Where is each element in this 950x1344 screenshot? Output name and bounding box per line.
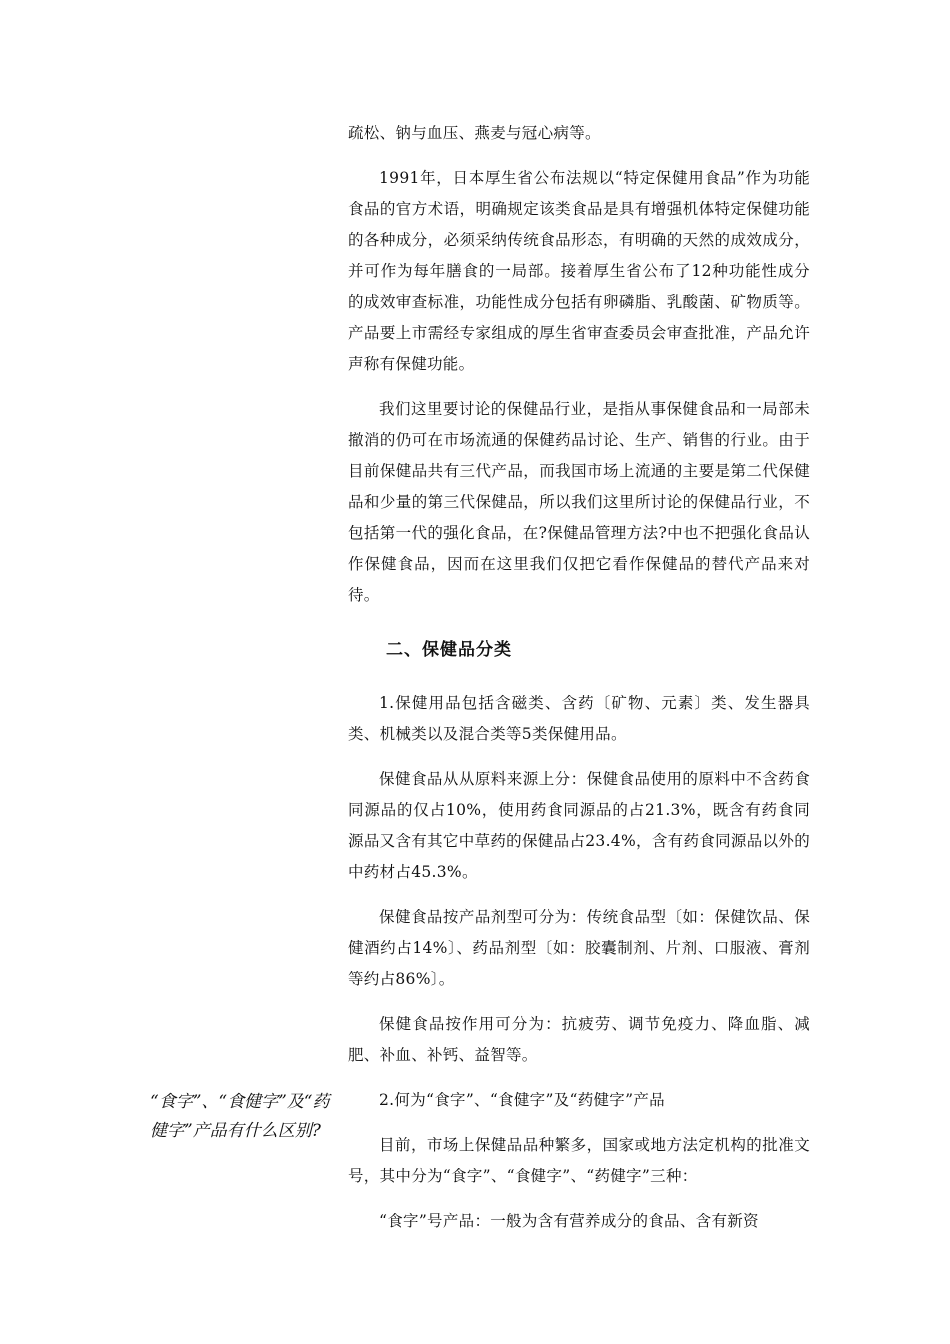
paragraph-approval-numbers: 目前，市场上保健品品种繁多，国家或地方法定机构的批准文号，其中分为“食字”、“食健字”、“药健字”三种： bbox=[348, 1136, 810, 1185]
paragraph-health-products: 1.保健用品包括含磁类、含药〔矿物、元素〕类、发生器具类、机械类以及混合类等5类保健用品。 bbox=[348, 694, 810, 743]
paragraph-functions: 保健食品按作用可分为：抗疲劳、调节免疫力、降血脂、减肥、补血、补钙、益智等。 bbox=[348, 1015, 810, 1064]
paragraph-japan-regulation: 1991年，日本厚生省公布法规以“特定保健用食品”作为功能食品的官方术语，明确规定该类食品是具有增强机体特定保健功能的各种成分，必须采纳传统食品形态，有明确的天然的成效成分，并可作为每年膳食的一局部。接着厚生省公布了12种功能性成分的成效审查标准，功能性成分包括有卵磷脂、乳酸菌、矿物质等。产品要上市需经专家组成的厚生省审查委员会审查批准，产品允许声称有保健功能。 bbox=[348, 169, 810, 373]
paragraph-dosage-forms: 保健食品按产品剂型可分为：传统食品型〔如：保健饮品、保健酒约占14%〕、药品剂型〔如：胶囊制剂、片剂、口服液、膏剂等约占86%〕。 bbox=[348, 908, 810, 988]
paragraph-continuation: 疏松、钠与血压、燕麦与冠心病等。 bbox=[348, 124, 601, 142]
paragraph-industry-definition: 我们这里要讨论的保健品行业，是指从事保健食品和一局部未撤消的仍可在市场流通的保健药品讨论、生产、销售的行业。由于目前保健品共有三代产品，而我国市场上流通的主要是第二代保健品和少量的第三代保健品，所以我们这里所讨论的保健品行业，不包括第一代的强化食品，在?保健品管理方法?中也不把强化食品认作保健食品，因而在这里我们仅把它看作保健品的替代产品来对待。 bbox=[348, 400, 810, 604]
margin-note: “食字”、“食健字”及“药健字”产品有什么区别? bbox=[150, 1092, 330, 1141]
section-heading: 二、保健品分类 bbox=[386, 640, 512, 660]
main-text-column bbox=[348, 118, 810, 1251]
paragraph-subheading: 2.何为“食字”、“食健字”及“药健字”产品 bbox=[379, 1091, 665, 1109]
paragraph-food-products: “食字”号产品：一般为含有营养成分的食品、含有新资 bbox=[379, 1212, 759, 1230]
paragraph-raw-materials: 保健食品从从原料来源上分：保健食品使用的原料中不含药食同源品的仅占10%，使用药食同源品的占21.3%，既含有药食同源品又含有其它中草药的保健品占23.4%，含有药食同源品以外的中药材占45.3%。 bbox=[348, 770, 810, 881]
